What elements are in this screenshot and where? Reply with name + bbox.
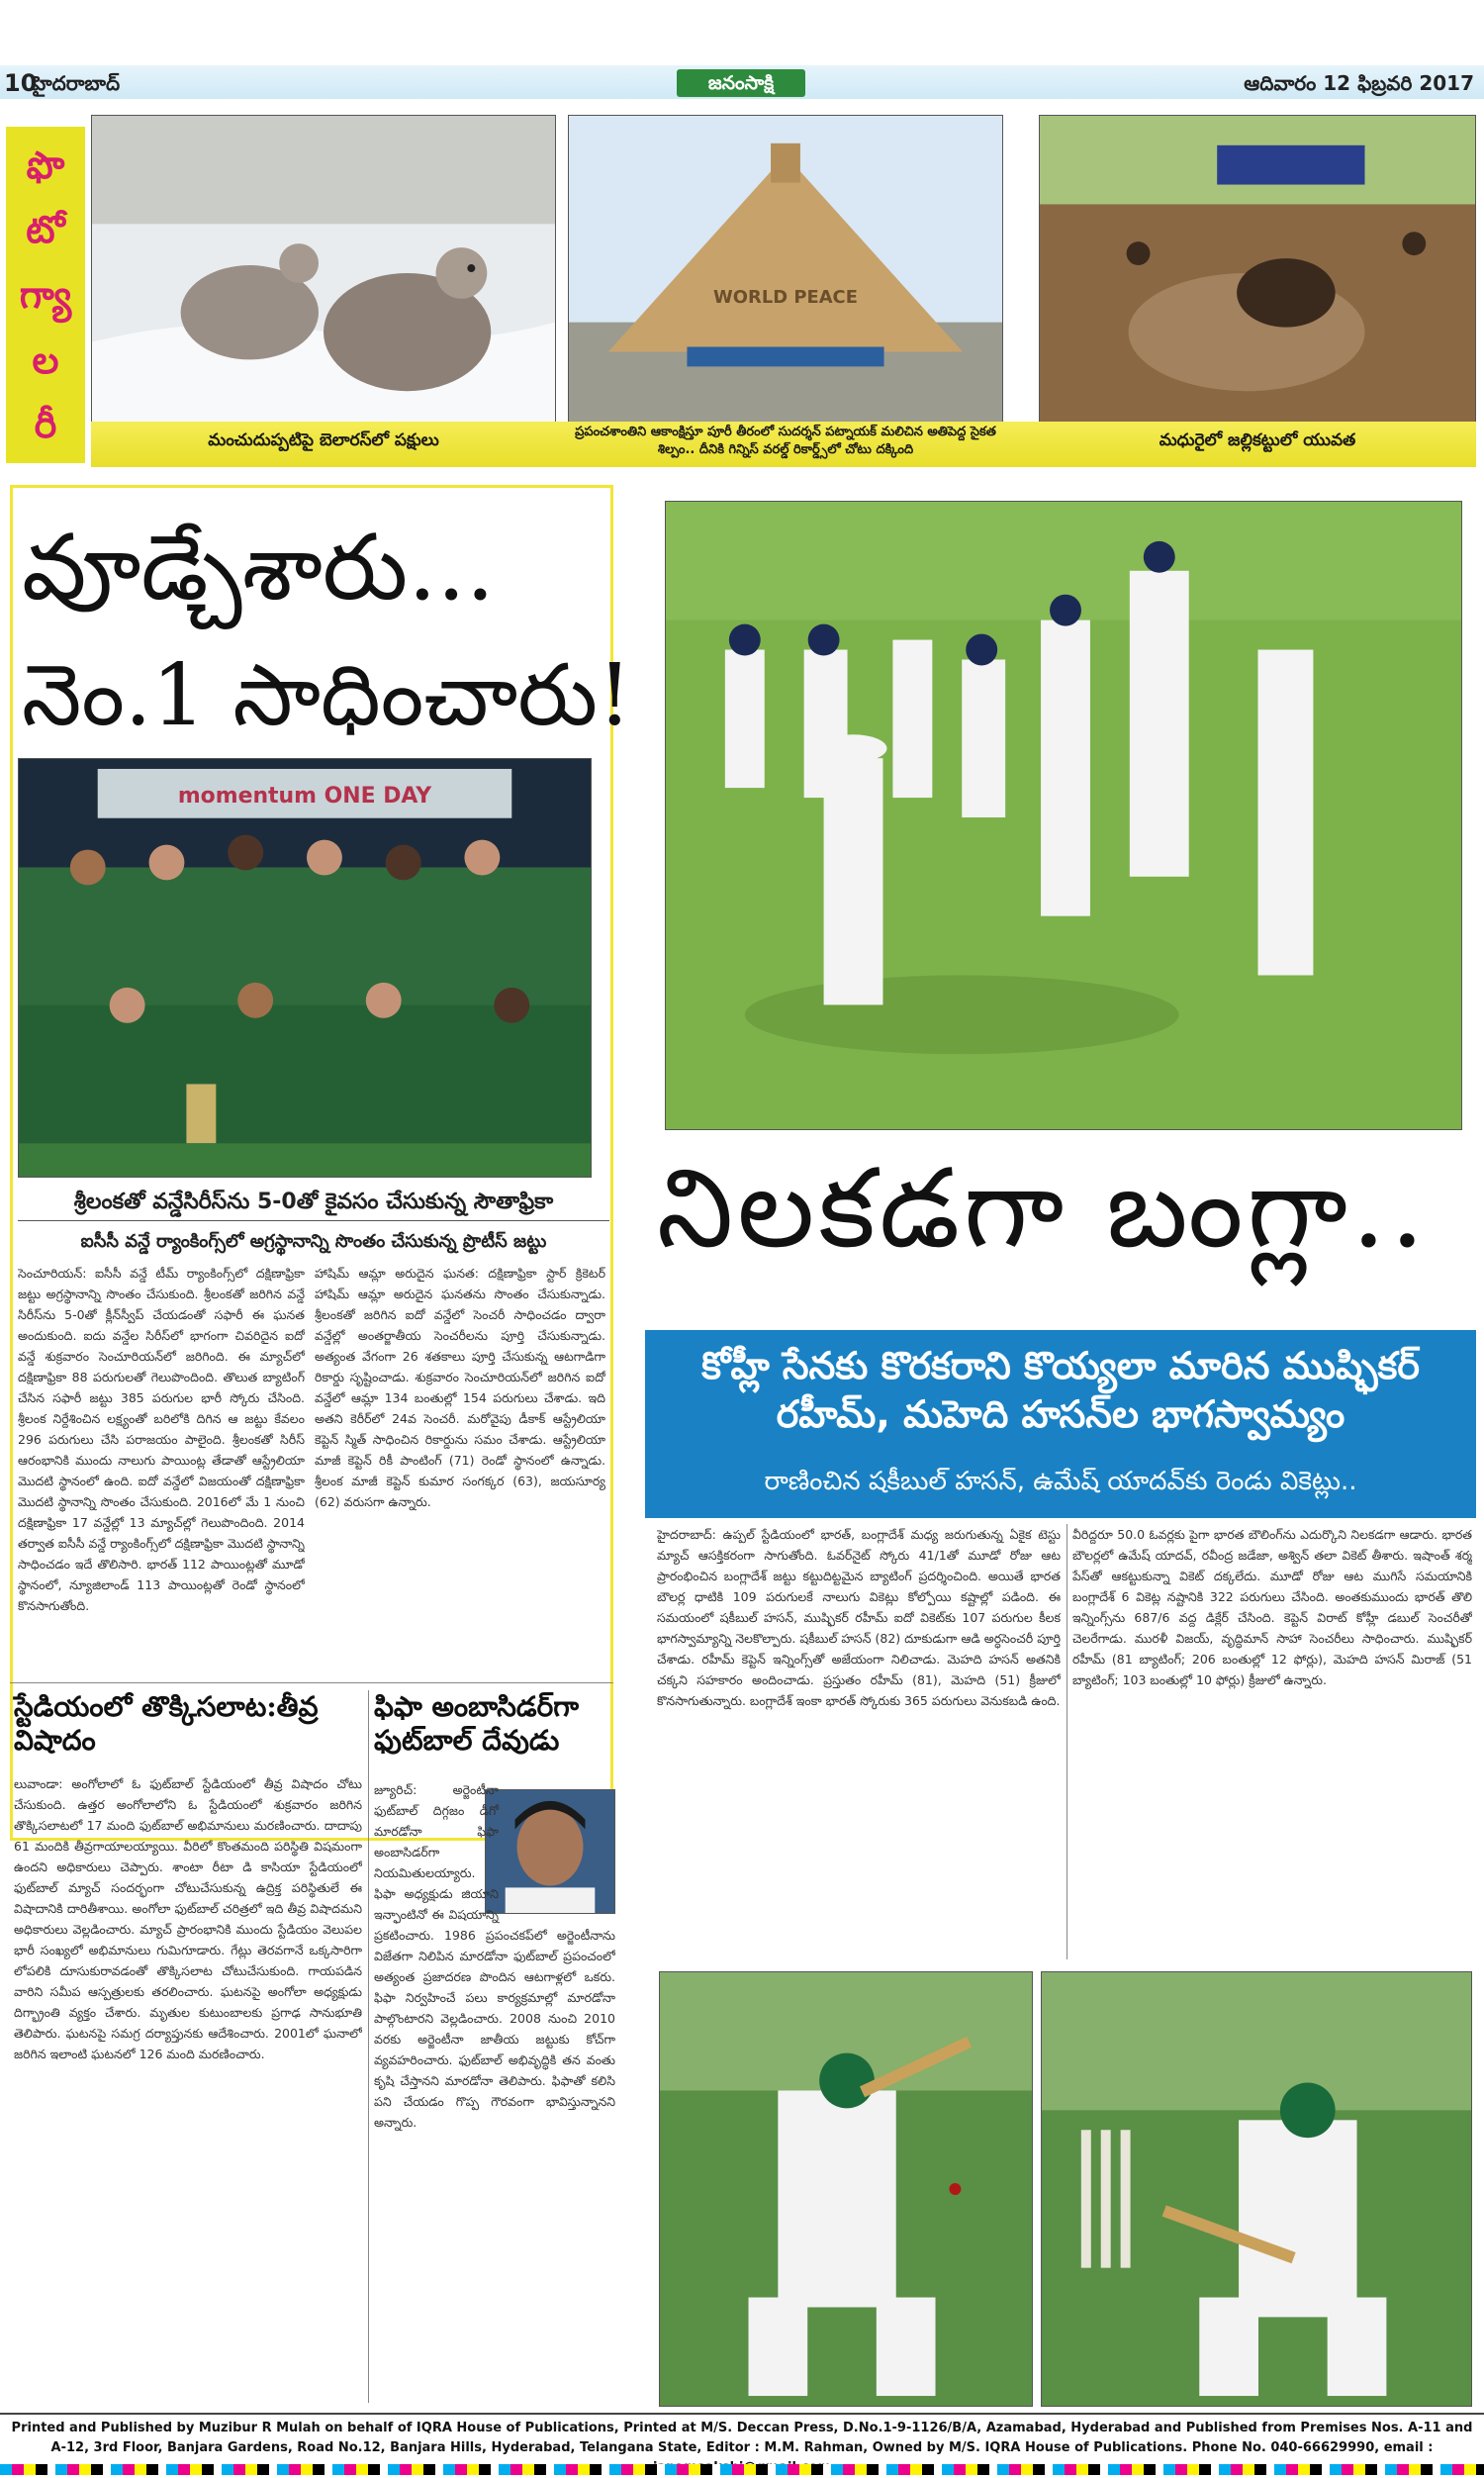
issue-date: ఆదివారం 12 ఫిబ్రవరి 2017 — [1244, 71, 1474, 95]
south-africa-team-photo — [18, 758, 592, 1178]
batsman-photo-2 — [1041, 1971, 1472, 2407]
gallery-label-char: ల — [32, 337, 59, 382]
print-color-bar — [0, 2464, 1484, 2475]
right-deck: కోహ్లీ సేనకు కొరకరాని కొయ్యలా మారిన ముష్ఫికర్ రహీమ్, మహెది హసన్‌ల భాగస్వామ్యం — [701, 1344, 1420, 1437]
gallery-label-char: రీ — [34, 403, 57, 447]
left-subhead: ఐసీసీ వన్డే ర్యాంకింగ్స్‌లో అగ్రస్థానాన్ని సొంతం చేసుకున్న ప్రొటీస్ జట్టు — [80, 1231, 547, 1252]
right-headline: నిలకడగా బంగ్లా.. — [657, 1145, 1429, 1272]
right-body-col2: వీరిద్దరూ 50.0 ఓవర్లకు పైగా భారత బౌలింగ్‌ను ఎదుర్కొని నిలకడగా ఆడారు. భారత బౌలర్లలో ఉమేష్ యాదవ్, రవీంద్ర జడేజా, అశ్విన్ తలా వికెట్ తీశారు. ఇషాంత్ శర్మ పేస్‌తో ఆకట్టుకున్నా వికెట్ దక్కలేదు. మూడో రోజు ఆట ముగిసే సమయానికి బంగ్లాదేశ్ 6 వికెట్ల నష్టానికి 322 పరుగులు చేసింది. అంతకుముందు భారత్ తొలి ఇన్నింగ్స్‌ను 687/6 వద్ద డిక్లేర్ చేసింది. కెప్టెన్ విరాట్ కోహ్లీ డబుల్ సెంచరీతో చెలరేగాడు. మురళీ విజయ్, వృద్ధిమాన్ సాహా సెంచరీలు సాధించారు. ముష్ఫికర్ రహీమ్ (81 బ్యాటింగ్; 206 బంతుల్లో 12 ఫోర్లు), మెహది హసన్ మిరాజ్ (51 బ్యాటింగ్; 103 బంతుల్లో 10 ఫోర్లు) క్రీజులో ఉన్నారు. — [1072, 1527, 1472, 1687]
batsman-photo-1 — [659, 1971, 1033, 2407]
sand-art-photo — [568, 115, 1003, 424]
fifa-headline: ఫిఫా అంబాసిడర్‌గా ఫుట్‌బాల్ దేవుడు — [374, 1690, 580, 1757]
left-photo-caption: శ్రీలంకతో వన్డేసిరీస్‌ను 5-0తో కైవసం చేసుకున్న సౌతాఫ్రికా — [18, 1184, 609, 1221]
left-headline-line2: నెం.1 సాధించారు! — [22, 646, 632, 745]
city-name: హైదరాబాద్ — [32, 71, 121, 95]
left-divider — [10, 1682, 613, 1683]
gallery-label-char: ఫొ — [26, 143, 65, 187]
photo-gallery-label — [6, 127, 85, 463]
left-headline-line1: వూడ్చేశారు... — [22, 515, 495, 620]
jallikattu-photo — [1039, 115, 1476, 424]
imprint-line: Printed and Published by Muzibur R Mulah on behalf of IQRA House of Publications, Printed at M/S. Deccan Press, D.No.1-9-1126/B/A, Azamabad, Hyderabad and Published from Premises Nos. A-11 and A-12, 3rd Floor, Banjara Gardens, Road No.12, Banjara Hills, Hyderabad, Telangana State, Editor : M.M. Rahman, Owned by M/S. IQRA House of Publications. Phone No. 040-66629990, email : — [11, 2421, 1473, 2455]
right-deck2: రాణించిన షకీబుల్ హసన్, ఉమేష్ యాదవ్‌కు రెండు వికెట్లు.. — [764, 1467, 1357, 1496]
stadium-headline: స్టేడియంలో తొక్కిసలాట:తీవ్ర విషాదం — [14, 1690, 319, 1757]
newspaper-logo: జనంసాక్షి — [677, 69, 805, 97]
right-body-col1: హైదరాబాద్: ఉప్పల్ స్టేడియంలో భారత్, బంగ్లాదేశ్ మధ్య జరుగుతున్న ఏకైక టెస్టు మ్యాచ్ ఆసక్తికరంగా సాగుతోంది. ఓవర్‌నైట్ స్కోరు 41/1తో మూడో రోజు ఆట ప్రారంభించిన బంగ్లాదేశ్ జట్టు కట్టుదిట్టమైన బ్యాటింగ్ ప్రదర్శించింది. అయితే భారత బౌలర్ల ధాటికి 109 పరుగులకే నాలుగు వికెట్లు కోల్పోయి కష్టాల్లో పడింది. ఈ సమయంలో షకీబుల్ హసన్, ముష్ఫికర్ రహీమ్ ఐదో వికెట్‌కు 107 పరుగుల కీలక భాగస్వామ్యాన్ని నెలకొల్పారు. షకీబుల్ హసన్ (82) దూకుడుగా ఆడి అర్ధసెంచరీ పూర్తి చేశాడు. రహీమ్ కెప్టెన్ ఇన్నింగ్స్‌తో అజేయంగా నిలిచాడు. మెహది హసన్ అతనికి చక్కని సహకారం అందించాడు. ప్రస్తుతం రహీమ్ (81), మెహది (51) క్రీజులో కొనసాగుతున్నారు. బంగ్లాదేశ్ ఇంకా భారత్ స్కోరుకు 365 పరుగులు వెనుకబడి ఉంది. — [657, 1527, 1061, 1708]
page-number: 10 — [4, 69, 38, 97]
column-divider — [368, 1690, 369, 2403]
sand-art-caption: ప్రపంచశాంతిని ఆకాంక్షిస్తూ పూరీ తీరంలో సుదర్శన్ పట్నాయక్ మలిచిన అతిపెద్ద సైకత శిల్పం.. దీనికి గిన్నిస్ వరల్డ్ రికార్డ్స్‌లో చోటు దక్కింది — [575, 425, 996, 457]
left-body-col2: హాషిమ్ ఆమ్లా అరుదైన ఘనత: దక్షిణాఫ్రికా స్టార్ క్రికెటర్ హాషిమ్ ఆమ్లా అరుదైన ఘనతను సొంతం చేసుకున్నాడు. శ్రీలంకతో జరిగిన ఐదో వన్డేలో సెంచరీ సాధించడం ద్వారా వన్డేల్లో అంతర్జాతీయ సెంచరీలను పూర్తి చేసుకున్నాడు. అత్యంత వేగంగా 26 శతకాలు పూర్తి చేసుకున్న ఆటగాడిగా రికార్డు సృష్టించాడు. శుక్రవారం సెంచూరియన్‌లో జరిగిన ఐదో వన్డేలో ఆమ్లా 134 బంతుల్లో 154 పరుగులు చేశాడు. ఇది అతని కెరీర్‌లో 24వ సెంచరీ. మరోవైపు డీకాక్ ఆస్ట్రేలియా కెప్టెన్ స్మిత్ సాధించిన రికార్డును సమం చేశాడు. ఆస్ట్రేలియా మాజీ కెప్టెన్ రికీ పాంటింగ్ (71) రెండో స్థానంలో ఉన్నాడు. శ్రీలంక మాజీ కెప్టెన్ కుమార సంగక్కర (63), జయసూర్య (62) వరుసగా ఉన్నారు. — [315, 1266, 605, 1509]
birds-caption: మంచుదుప్పటిపై బెలారస్‌లో పక్షులు — [208, 430, 439, 450]
jallikattu-caption: మధురైలో జల్లికట్టులో యువత — [1159, 430, 1356, 450]
birds-photo — [91, 115, 556, 424]
cricket-field-photo — [665, 501, 1462, 1130]
sand-sculpture-text: WORLD PEACE — [713, 286, 858, 308]
team-photo-banner: momentum ONE DAY — [177, 783, 432, 809]
fifa-body — [374, 1779, 615, 2409]
gallery-label-char: టో — [26, 208, 65, 252]
stadium-body: లువాండా: అంగోలాలో ఓ ఫుట్‌బాల్ స్టేడియంలో తీవ్ర విషాదం చోటు చేసుకుంది. ఉత్తర అంగోలాలోని ఓ స్టేడియంలో శుక్రవారం జరిగిన తొక్కిసలాటలో 17 మంది ఫుట్‌బాల్ అభిమానులు మరణించారు. దాదాపు 61 మందికి తీవ్రగాయాలయ్యాయి. వీరిలో కొంతమంది పరిస్థితి విషమంగా ఉందని అధికారులు చెప్పారు. శాంటా రీటా డి కాసియా స్టేడియంలో ఫుట్‌బాల్ మ్యాచ్ సందర్భంగా చోటుచేసుకున్న ఉద్రిక్త పరిస్థితులే ఈ విషాదానికి దారితీశాయి. అంగోలా ఫుట్‌బాల్ చరిత్రలో ఇది తీవ్ర విషాదమని అధికారులు వెల్లడించారు. మ్యాచ్ ప్రారంభానికి ముందు స్టేడియం వెలుపల భారీ సంఖ్యలో అభిమానులు గుమిగూడారు. గేట్లు తెరవగానే ఒక్కసారిగా లోపలికి దూసుకురావడంతో తొక్కిసలాట చోటుచేసుకుంది. గాయపడిన వారిని సమీప ఆస్పత్రులకు తరలించారు. ఘటనపై అంగోలా అధ్యక్షుడు దిగ్భ్రాంతి వ్యక్తం చేశారు. మృతుల కుటుంబాలకు ప్రగాఢ సానుభూతి తెలిపారు. ఘటనపై సమగ్ర దర్యాప్తునకు ఆదేశించారు. 2001లో ఘనాలో జరిగిన ఇలాంటి ఘటనలో 126 మంది మరణించారు. — [14, 1776, 362, 2061]
fifa-photo-spacer — [499, 1779, 615, 1918]
left-body-col1: సెంచూరియన్: ఐసీసీ వన్డే టీమ్ ర్యాంకింగ్స్‌లో దక్షిణాఫ్రికా జట్టు అగ్రస్థానాన్ని సొంతం చేసుకుంది. శ్రీలంకతో జరిగిన వన్డే సిరీస్‌ను 5-0తో క్లీన్‌స్వీప్ చేయడంతో సఫారీ ఈ ఘనత అందుకుంది. ఐదు వన్డేల సిరీస్‌లో భాగంగా చివరిదైన ఐదో వన్డే శుక్రవారం సెంచూరియన్‌లో జరిగింది. ఈ మ్యాచ్‌లో దక్షిణాఫ్రికా 88 పరుగులతో గెలుపొందింది. తొలుత బ్యాటింగ్ చేసిన సఫారీ జట్టు 385 పరుగుల భారీ స్కోరు చేసింది. శ్రీలంక నిర్దేశించిన లక్ష్యంతో బరిలోకి దిగిన ఆ జట్టు కేవలం 296 పరుగులు చేసి పరాజయం పాలైంది. శ్రీలంకతో సిరీస్ ఆరంభానికి ముందు నాలుగు పాయింట్ల తేడాతో ఆస్ట్రేలియా మొదటి స్థానంలో ఉంది. ఐదో వన్డేలో విజయంతో దక్షిణాఫ్రికా మొదటి స్థానాన్ని సొంతం చేసుకుంది. 2016లో మే 1 నుంచి దక్షిణాఫ్రికా 17 వన్డేల్లో 13 మ్యాచ్‌ల్లో గెలుపొందింది. 2014 తర్వాత ఐసీసీ వన్డే ర్యాంకింగ్స్‌లో దక్షిణాఫ్రికా మొదటి స్థానాన్ని సాధించడం ఇదే తొలిసారి. భారత్ 112 పాయింట్లతో మూడో స్థానంలో, న్యూజిలాండ్ 113 పాయింట్లతో రెండో స్థానంలో కొనసాగుతోంది. — [18, 1266, 305, 1613]
fifa-body-text: జ్యూరిచ్: అర్జెంటీనా ఫుట్‌బాల్ దిగ్గజం డీగో మారడోనా ఫిఫా అంబాసిడర్‌గా నియమితులయ్యారు. ఫిఫా అధ్యక్షుడు జియాని ఇన్ఫాంటినో ఈ విషయాన్ని ప్రకటించారు. 1986 ప్రపంచకప్‌లో అర్జెంటీనాను విజేతగా నిలిపిన మారడోనా ఫుట్‌బాల్ ప్రపంచంలో అత్యంత ప్రజాదరణ పొందిన ఆటగాళ్లలో ఒకరు. ఫిఫా నిర్వహించే పలు కార్యక్రమాల్లో మారడోనా పాల్గొంటారని వెల్లడించారు. 2008 నుంచి 2010 వరకు అర్జెంటీనా జాతీయ జట్టుకు కోచ్‌గా వ్యవహరించారు. ఫుట్‌బాల్ అభివృద్ధికి తన వంతు కృషి చేస్తానని మారడోనా తెలిపారు. ఫిఫాతో కలిసి పని చేయడం గొప్ప గౌరవంగా భావిస్తున్నానని అన్నారు. — [374, 1782, 615, 2130]
gallery-label-char: గ్యా — [19, 272, 72, 317]
footer-rule — [0, 2413, 1484, 2415]
